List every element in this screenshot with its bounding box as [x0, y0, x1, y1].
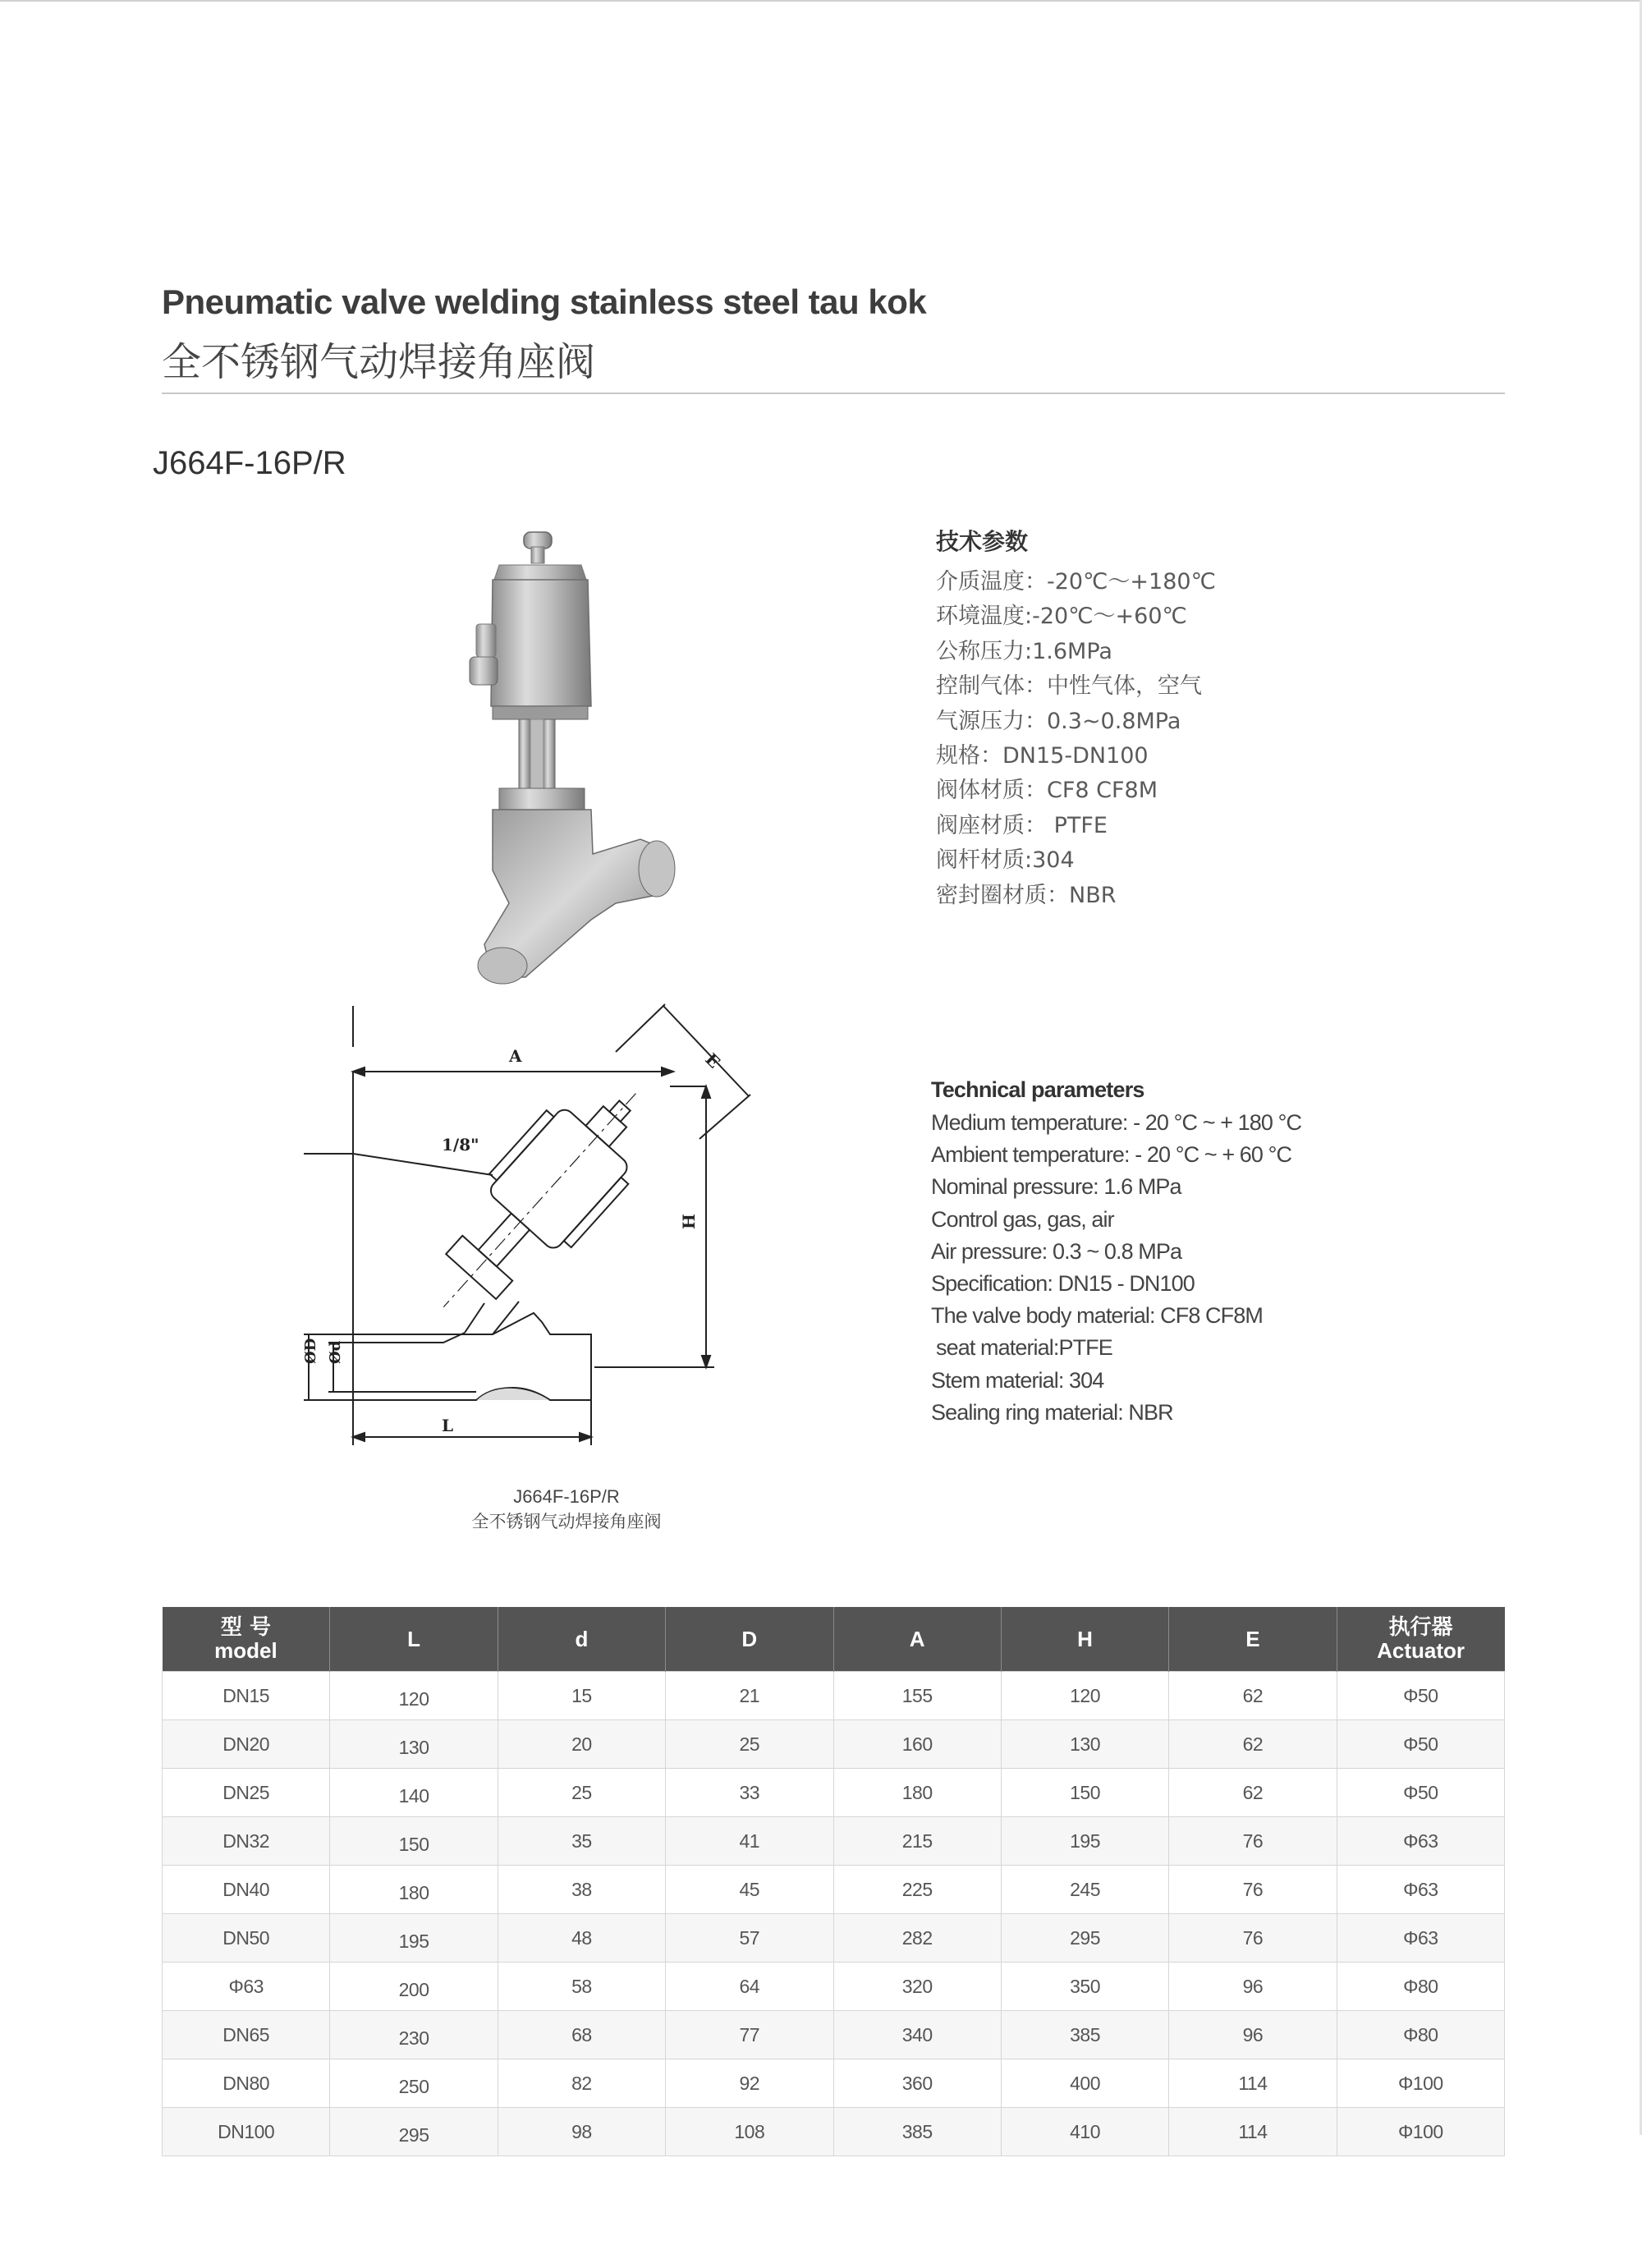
tech-params-en-heading: Technical parameters [931, 1077, 1144, 1102]
cell-a: 320 [833, 1963, 1001, 2011]
table-row [163, 1817, 1505, 1866]
cell-model: DN80 [163, 2059, 330, 2108]
tech-params-zh [936, 524, 1216, 913]
cell-actuator: Φ80 [1337, 1963, 1504, 2011]
header-d-inner: d [498, 1607, 665, 1672]
cell-a: 282 [833, 1914, 1001, 1963]
tech-param-en: Control gas, gas, air [931, 1206, 1114, 1232]
cell-d-outer: 77 [666, 2011, 833, 2059]
drawing-caption [394, 1485, 739, 1534]
cell-h: 400 [1001, 2059, 1168, 2108]
valve-photo [410, 517, 690, 994]
cell-d-outer: 33 [666, 1769, 833, 1817]
header-e: E [1169, 1607, 1337, 1672]
cell-d-inner: 98 [498, 2108, 665, 2156]
header-model: 型 号 model [163, 1607, 330, 1672]
cell-d-outer: 21 [666, 1672, 833, 1720]
header-a: A [833, 1607, 1001, 1672]
tech-param-en: Air pressure: 0.3 ~ 0.8 MPa [931, 1238, 1182, 1264]
table-row [163, 1866, 1505, 1914]
table-row [163, 1672, 1505, 1720]
title-english: Pneumatic valve welding stainless steel tau kok [162, 282, 927, 321]
cell-model: DN20 [163, 1720, 330, 1769]
cell-a: 160 [833, 1720, 1001, 1769]
cell-e: 114 [1169, 2108, 1337, 2156]
cell-d-inner: 38 [498, 1866, 665, 1914]
tech-param-zh: 控制气体：中性气体，空气 [936, 673, 1202, 700]
cell-model: DN65 [163, 2011, 330, 2059]
cell-d-inner: 48 [498, 1914, 665, 1963]
label-a: A [509, 1046, 522, 1066]
header-h: H [1001, 1607, 1168, 1672]
cell-actuator: Φ50 [1337, 1769, 1504, 1817]
cell-l: 120 [330, 1672, 498, 1720]
cell-a: 215 [833, 1817, 1001, 1866]
table-header-row [163, 1607, 1505, 1672]
label-e: E [701, 1049, 724, 1072]
tech-param-zh: 阀座材质： PTFE [936, 812, 1108, 838]
cell-e: 62 [1169, 1769, 1337, 1817]
cell-model: DN100 [163, 2108, 330, 2156]
tech-param-zh: 环境温度:-20℃～+60℃ [936, 604, 1187, 630]
cell-model: DN40 [163, 1866, 330, 1914]
cell-e: 76 [1169, 1817, 1337, 1866]
top-border [0, 0, 1642, 2]
cell-actuator: Φ63 [1337, 1914, 1504, 1963]
caption-model: J664F-16P/R [513, 1486, 620, 1507]
dimension-table [162, 1607, 1505, 2156]
tech-param-en: seat material:PTFE [936, 1335, 1112, 1361]
cell-a: 360 [833, 2059, 1001, 2108]
cell-d-inner: 20 [498, 1720, 665, 1769]
cell-a: 385 [833, 2108, 1001, 2156]
cell-h: 295 [1001, 1914, 1168, 1963]
tech-param-zh: 密封圈材质：NBR [936, 882, 1117, 908]
cell-e: 96 [1169, 2011, 1337, 2059]
cell-a: 340 [833, 2011, 1001, 2059]
table-row [163, 2108, 1505, 2156]
label-l: L [442, 1416, 454, 1435]
cell-h: 130 [1001, 1720, 1168, 1769]
title-chinese: 全不锈钢气动焊接角座阀 [162, 339, 596, 385]
cell-e: 114 [1169, 2059, 1337, 2108]
cell-d-inner: 68 [498, 2011, 665, 2059]
cell-d-outer: 25 [666, 1720, 833, 1769]
cell-model: DN15 [163, 1672, 330, 1720]
cell-d-outer: 57 [666, 1914, 833, 1963]
table-row [163, 1963, 1505, 2011]
cell-e: 76 [1169, 1914, 1337, 1963]
table-row [163, 2011, 1505, 2059]
label-diameter-d-outer: ØD [302, 1338, 319, 1364]
cell-l: 180 [330, 1866, 498, 1914]
cell-a: 225 [833, 1866, 1001, 1914]
label-diameter-d-inner: Ød [327, 1340, 344, 1364]
cell-d-inner: 35 [498, 1817, 665, 1866]
cell-e: 62 [1169, 1720, 1337, 1769]
tech-param-en: Ambient temperature: - 20 °C ~ + 60 °C [931, 1142, 1292, 1168]
tech-param-zh: 气源压力：0.3~0.8MPa [936, 708, 1181, 734]
label-port: 1/8" [442, 1135, 479, 1155]
cell-e: 76 [1169, 1866, 1337, 1914]
cell-h: 150 [1001, 1769, 1168, 1817]
cell-actuator: Φ50 [1337, 1672, 1504, 1720]
cell-l: 150 [330, 1817, 498, 1866]
cell-l: 200 [330, 1963, 498, 2011]
cell-h: 120 [1001, 1672, 1168, 1720]
cell-model: DN25 [163, 1769, 330, 1817]
cell-d-inner: 25 [498, 1769, 665, 1817]
cell-a: 155 [833, 1672, 1001, 1720]
cell-h: 385 [1001, 2011, 1168, 2059]
cell-actuator: Φ63 [1337, 1817, 1504, 1866]
cell-l: 250 [330, 2059, 498, 2108]
cell-h: 350 [1001, 1963, 1168, 2011]
cell-e: 96 [1169, 1963, 1337, 2011]
cell-actuator: Φ50 [1337, 1720, 1504, 1769]
model-code: J664F-16P/R [153, 445, 346, 481]
cell-d-inner: 15 [498, 1672, 665, 1720]
cell-actuator: Φ80 [1337, 2011, 1504, 2059]
cell-actuator: Φ100 [1337, 2108, 1504, 2156]
cell-d-outer: 108 [666, 2108, 833, 2156]
cell-model: DN32 [163, 1817, 330, 1866]
tech-param-zh: 公称压力:1.6MPa [936, 638, 1112, 664]
tech-param-en: The valve body material: CF8 CF8M [931, 1303, 1263, 1329]
cell-model: Φ63 [163, 1963, 330, 2011]
cell-d-inner: 82 [498, 2059, 665, 2108]
label-h: H [679, 1214, 699, 1229]
header-actuator: 执行器 Actuator [1337, 1607, 1504, 1672]
table-row [163, 1769, 1505, 1817]
cell-model: DN50 [163, 1914, 330, 1963]
tech-param-zh: 介质温度：-20℃～+180℃ [936, 569, 1216, 595]
cell-l: 195 [330, 1914, 498, 1963]
tech-param-en: Medium temperature: - 20 °C ~ + 180 °C [931, 1110, 1302, 1135]
title-divider [162, 393, 1505, 394]
dimension-drawing [279, 998, 772, 1458]
tech-param-en: Stem material: 304 [931, 1367, 1104, 1393]
table-row [163, 1914, 1505, 1963]
cell-d-outer: 64 [666, 1963, 833, 2011]
cell-h: 410 [1001, 2108, 1168, 2156]
tech-param-en: Sealing ring material: NBR [931, 1399, 1173, 1425]
tech-param-zh: 阀杆材质:304 [936, 847, 1075, 874]
cell-d-outer: 41 [666, 1817, 833, 1866]
table-row [163, 2059, 1505, 2108]
cell-e: 62 [1169, 1672, 1337, 1720]
tech-params-en [931, 1077, 1301, 1429]
cell-h: 245 [1001, 1866, 1168, 1914]
header-l: L [330, 1607, 498, 1672]
cell-l: 295 [330, 2108, 498, 2156]
tech-param-en: Specification: DN15 - DN100 [931, 1271, 1195, 1297]
tech-params-zh-heading: 技术参数 [936, 528, 1029, 555]
cell-a: 180 [833, 1769, 1001, 1817]
cell-d-outer: 92 [666, 2059, 833, 2108]
cell-actuator: Φ100 [1337, 2059, 1504, 2108]
caption-name: 全不锈钢气动焊接角座阀 [471, 1512, 662, 1531]
cell-d-inner: 58 [498, 1963, 665, 2011]
header-d-outer: D [666, 1607, 833, 1672]
cell-l: 140 [330, 1769, 498, 1817]
table-row [163, 1720, 1505, 1769]
cell-l: 130 [330, 1720, 498, 1769]
cell-h: 195 [1001, 1817, 1168, 1866]
tech-param-zh: 阀体材质：CF8 CF8M [936, 778, 1158, 804]
tech-param-zh: 规格：DN15-DN100 [936, 743, 1149, 769]
cell-actuator: Φ63 [1337, 1866, 1504, 1914]
cell-l: 230 [330, 2011, 498, 2059]
cell-d-outer: 45 [666, 1866, 833, 1914]
tech-param-en: Nominal pressure: 1.6 MPa [931, 1174, 1181, 1200]
